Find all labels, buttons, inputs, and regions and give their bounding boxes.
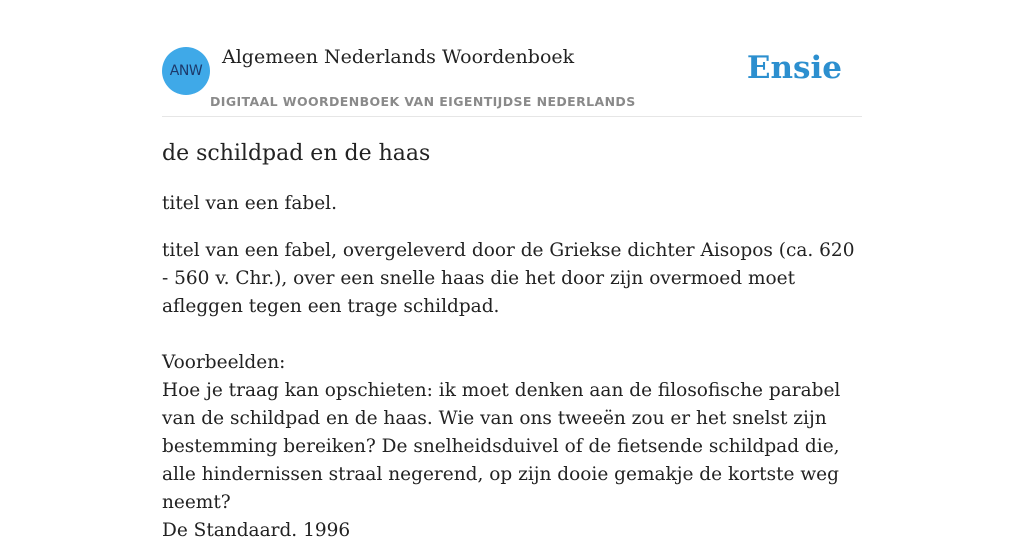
long-definition: titel van een fabel, overgeleverd door de Griekse dichter Aisopos (ca. 620 - 560 v. Chr.), over een snelle haas die het door zijn overmoed moet afleggen tegen een trage schildpad.	[162, 240, 855, 317]
anw-logo[interactable]: ANW	[162, 47, 210, 95]
short-definition: titel van een fabel.	[162, 193, 337, 214]
entry-content	[162, 138, 862, 545]
source-subtitle: DIGITAAL WOORDENBOEK VAN EIGENTIJDSE NEDERLANDS	[210, 94, 636, 109]
ensie-logo[interactable]: Ensie	[746, 50, 842, 86]
examples-label: Voorbeelden:	[162, 352, 286, 373]
example-source: De Standaard. 1996	[162, 520, 351, 541]
header	[162, 0, 862, 117]
example-text: Hoe je traag kan opschieten: ik moet denken aan de filosofische parabel van de schildpad en de haas. Wie van ons tweeën zou er het snelst zijn bestemming bereiken? De snelheidsduivel of de fietsende schildpad die, alle hindernissen straal negerend, op zijn dooie gemakje de kortste weg neemt?	[162, 380, 841, 513]
source-title[interactable]: Algemeen Nederlands Woordenboek	[222, 46, 575, 68]
entry-term: de schildpad en de haas	[162, 141, 431, 166]
